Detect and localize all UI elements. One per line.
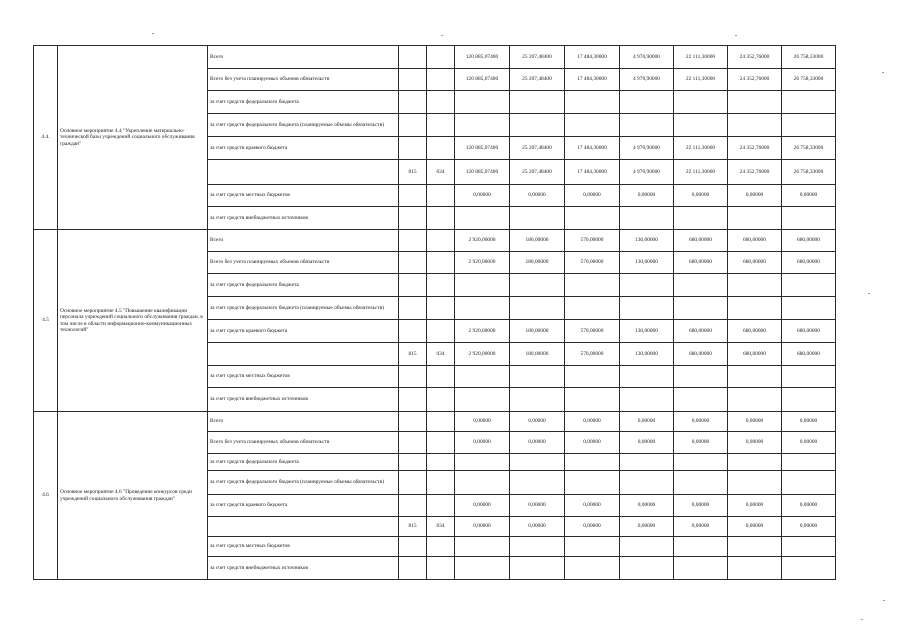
budget-code-cell: 034 (427, 160, 455, 185)
amount-cell: 4 970,90000 (620, 160, 674, 185)
amount-cell: 0,00000 (782, 432, 836, 454)
amount-cell: 680,00000 (782, 252, 836, 274)
amount-cell (455, 537, 510, 557)
budget-code-cell (399, 432, 427, 454)
amount-cell (455, 454, 510, 471)
amount-cell (455, 366, 510, 388)
budget-code-cell: 034 (427, 517, 455, 537)
amount-cell (565, 537, 620, 557)
amount-cell: 0,00000 (674, 517, 728, 537)
amount-cell: 0,00000 (782, 185, 836, 207)
budget-code-cell (427, 252, 455, 274)
budget-code-cell (399, 454, 427, 471)
amount-cell (510, 297, 565, 320)
amount-cell: 17 484,30000 (565, 69, 620, 91)
table-body (34, 46, 836, 580)
funding-source-cell: Всего (208, 230, 399, 252)
amount-cell (674, 274, 728, 297)
funding-source-cell: Всего без учета планируемых объемов обязательств (208, 252, 399, 274)
amount-cell (728, 388, 782, 412)
budget-code-cell (399, 114, 427, 137)
amount-cell: 180,00000 (510, 230, 565, 252)
amount-cell: 25 207,48400 (510, 46, 565, 69)
amount-cell: 0,00000 (455, 517, 510, 537)
amount-cell (565, 557, 620, 580)
budget-code-cell: 815 (399, 160, 427, 185)
budget-code-cell (399, 69, 427, 91)
budget-code-cell (399, 495, 427, 517)
amount-cell: 0,00000 (565, 185, 620, 207)
budget-code-cell (399, 412, 427, 432)
amount-cell: 0,00000 (510, 432, 565, 454)
amount-cell (455, 388, 510, 412)
amount-cell: 25 207,48400 (510, 69, 565, 91)
amount-cell: 2 920,00000 (455, 320, 510, 343)
amount-cell (728, 297, 782, 320)
budget-code-cell (427, 454, 455, 471)
amount-cell (728, 454, 782, 471)
amount-cell (728, 557, 782, 580)
amount-cell: 0,00000 (728, 517, 782, 537)
amount-cell: 0,00000 (620, 412, 674, 432)
amount-cell (728, 366, 782, 388)
amount-cell (782, 471, 836, 495)
amount-cell: 24 352,76000 (728, 46, 782, 69)
funding-source-cell: за счет средств федерального бюджета (планируемые объемы обязательств) (208, 297, 399, 320)
amount-cell: 0,00000 (674, 495, 728, 517)
funding-source-cell: за счет средств местных бюджетов (208, 185, 399, 207)
amount-cell (620, 207, 674, 230)
amount-cell: 0,00000 (620, 495, 674, 517)
amount-cell: 26 758,33000 (782, 69, 836, 91)
budget-code-cell (427, 432, 455, 454)
section-index: 4.5 (34, 230, 58, 412)
funding-source-cell: за счет средств краевого бюджета (208, 320, 399, 343)
amount-cell (620, 454, 674, 471)
amount-cell: 0,00000 (510, 495, 565, 517)
budget-code-cell (399, 91, 427, 114)
amount-cell (455, 91, 510, 114)
amount-cell: 0,00000 (510, 185, 565, 207)
amount-cell: 0,00000 (455, 432, 510, 454)
funding-source-cell: за счет средств внебюджетных источников (208, 388, 399, 412)
amount-cell: 22 111,30000 (674, 46, 728, 69)
amount-cell: 680,00000 (674, 252, 728, 274)
section-index: 4.4. (34, 46, 58, 230)
amount-cell (565, 366, 620, 388)
amount-cell: 0,00000 (565, 517, 620, 537)
amount-cell (674, 366, 728, 388)
amount-cell (510, 557, 565, 580)
budget-code-cell (399, 137, 427, 160)
amount-cell (565, 207, 620, 230)
amount-cell (620, 388, 674, 412)
amount-cell: 0,00000 (510, 412, 565, 432)
amount-cell (620, 274, 674, 297)
amount-cell (674, 207, 728, 230)
amount-cell: 0,00000 (728, 495, 782, 517)
amount-cell: 24 352,76000 (728, 137, 782, 160)
amount-cell: 0,00000 (455, 495, 510, 517)
table-row (34, 46, 836, 69)
amount-cell: 130,00000 (620, 252, 674, 274)
budget-code-cell (427, 207, 455, 230)
amount-cell (728, 91, 782, 114)
amount-cell: 0,00000 (674, 185, 728, 207)
amount-cell: 0,00000 (565, 495, 620, 517)
budget-code-cell (427, 69, 455, 91)
amount-cell: 0,00000 (455, 185, 510, 207)
amount-cell: 680,00000 (728, 343, 782, 366)
amount-cell (510, 366, 565, 388)
amount-cell (782, 454, 836, 471)
amount-cell (674, 388, 728, 412)
scan-speck (735, 35, 737, 36)
amount-cell: 0,00000 (728, 185, 782, 207)
amount-cell (565, 274, 620, 297)
amount-cell: 570,00000 (565, 230, 620, 252)
amount-cell (782, 274, 836, 297)
amount-cell: 570,00000 (565, 343, 620, 366)
amount-cell: 0,00000 (728, 412, 782, 432)
amount-cell: 4 970,90000 (620, 69, 674, 91)
funding-source-cell: за счет средств федерального бюджета (208, 91, 399, 114)
amount-cell: 22 111,30000 (674, 137, 728, 160)
amount-cell: 0,00000 (565, 432, 620, 454)
amount-cell: 680,00000 (782, 320, 836, 343)
amount-cell (728, 471, 782, 495)
budget-code-cell (399, 297, 427, 320)
amount-cell: 130,00000 (620, 230, 674, 252)
funding-source-cell: за счет средств федерального бюджета (планируемые объемы обязательств) (208, 471, 399, 495)
amount-cell: 22 111,30000 (674, 160, 728, 185)
funding-source-cell: за счет средств местных бюджетов (208, 366, 399, 388)
amount-cell: 680,00000 (728, 320, 782, 343)
budget-code-cell (399, 471, 427, 495)
budget-code-cell: 815 (399, 517, 427, 537)
amount-cell: 570,00000 (565, 252, 620, 274)
amount-cell (455, 274, 510, 297)
amount-cell: 0,00000 (510, 517, 565, 537)
budget-code-cell: 815 (399, 343, 427, 366)
budget-code-cell (427, 91, 455, 114)
amount-cell (728, 207, 782, 230)
amount-cell: 25 207,48400 (510, 160, 565, 185)
amount-cell: 0,00000 (782, 517, 836, 537)
amount-cell: 180,00000 (510, 320, 565, 343)
amount-cell (565, 471, 620, 495)
amount-cell (510, 207, 565, 230)
amount-cell (455, 114, 510, 137)
funding-source-cell: Всего без учета планируемых объемов обязательств (208, 432, 399, 454)
budget-code-cell (427, 412, 455, 432)
amount-cell (620, 471, 674, 495)
amount-cell: 680,00000 (782, 343, 836, 366)
amount-cell (455, 557, 510, 580)
budget-code-cell (427, 274, 455, 297)
section-title: Основное мероприятие 4.5 "Повышение квалификации персонала учреждений социального обслуживания граждан, в том числе в области информационно-коммуникационных технологий" (58, 230, 208, 412)
amount-cell: 0,00000 (674, 432, 728, 454)
amount-cell: 120 885,07400 (455, 160, 510, 185)
budget-code-cell (427, 46, 455, 69)
budget-code-cell (399, 185, 427, 207)
amount-cell: 17 484,30000 (565, 46, 620, 69)
scan-speck (882, 72, 884, 73)
amount-cell (674, 557, 728, 580)
amount-cell (565, 454, 620, 471)
amount-cell (620, 297, 674, 320)
funding-source-cell: Всего (208, 412, 399, 432)
amount-cell: 2 920,00000 (455, 252, 510, 274)
amount-cell: 17 484,30000 (565, 160, 620, 185)
amount-cell (620, 537, 674, 557)
amount-cell (455, 207, 510, 230)
amount-cell: 680,00000 (674, 343, 728, 366)
section-title: Основное мероприятие 4.4 "Укрепление материально-технической базы учреждений социального обслуживания граждан" (58, 46, 208, 230)
amount-cell: 26 758,33000 (782, 46, 836, 69)
budget-table (33, 45, 836, 580)
funding-source-cell: за счет средств федерального бюджета (208, 454, 399, 471)
amount-cell (782, 366, 836, 388)
amount-cell (674, 471, 728, 495)
budget-sheet (33, 45, 836, 580)
funding-source-cell: Всего (208, 46, 399, 69)
funding-source-cell: Всего без учета планируемых объемов обязательств (208, 69, 399, 91)
amount-cell: 180,00000 (510, 343, 565, 366)
budget-code-cell (399, 230, 427, 252)
amount-cell (620, 366, 674, 388)
scan-speck (152, 33, 154, 34)
funding-source-cell: за счет средств федерального бюджета (208, 274, 399, 297)
amount-cell (510, 388, 565, 412)
budget-code-cell (427, 137, 455, 160)
amount-cell (782, 388, 836, 412)
amount-cell (728, 114, 782, 137)
amount-cell: 120 885,07400 (455, 137, 510, 160)
funding-source-cell: за счет средств краевого бюджета (208, 137, 399, 160)
amount-cell (674, 454, 728, 471)
amount-cell (620, 91, 674, 114)
amount-cell: 24 352,76000 (728, 69, 782, 91)
amount-cell (728, 537, 782, 557)
budget-code-cell (427, 557, 455, 580)
amount-cell (674, 537, 728, 557)
amount-cell (510, 91, 565, 114)
table-row (34, 230, 836, 252)
amount-cell: 680,00000 (728, 252, 782, 274)
amount-cell (565, 388, 620, 412)
budget-code-cell (399, 207, 427, 230)
section-index: 4.6 (34, 412, 58, 580)
amount-cell: 680,00000 (728, 230, 782, 252)
amount-cell (782, 207, 836, 230)
amount-cell: 0,00000 (620, 185, 674, 207)
amount-cell (565, 114, 620, 137)
amount-cell: 570,00000 (565, 320, 620, 343)
amount-cell: 2 920,00000 (455, 343, 510, 366)
amount-cell: 180,00000 (510, 252, 565, 274)
budget-code-cell: 034 (427, 343, 455, 366)
budget-code-cell (427, 495, 455, 517)
budget-code-cell (427, 388, 455, 412)
budget-code-cell (399, 388, 427, 412)
amount-cell: 130,00000 (620, 343, 674, 366)
amount-cell: 25 207,48400 (510, 137, 565, 160)
amount-cell (782, 91, 836, 114)
amount-cell: 130,00000 (620, 320, 674, 343)
budget-code-cell (427, 297, 455, 320)
funding-source-cell (208, 517, 399, 537)
amount-cell: 24 352,76000 (728, 160, 782, 185)
amount-cell (620, 557, 674, 580)
amount-cell (728, 274, 782, 297)
funding-source-cell: за счет средств федерального бюджета (планируемые объемы обязательств) (208, 114, 399, 137)
budget-code-cell (427, 471, 455, 495)
budget-code-cell (427, 114, 455, 137)
table-row (34, 412, 836, 432)
funding-source-cell: за счет средств внебюджетных источников (208, 207, 399, 230)
amount-cell: 0,00000 (782, 412, 836, 432)
amount-cell (674, 114, 728, 137)
funding-source-cell: за счет средств краевого бюджета (208, 495, 399, 517)
budget-code-cell (427, 230, 455, 252)
budget-code-cell (427, 366, 455, 388)
amount-cell (455, 297, 510, 320)
section-title: Основное мероприятие 4.6 "Проведение конкурсов среди учреждений социального обслуживания граждан" (58, 412, 208, 580)
amount-cell (674, 91, 728, 114)
amount-cell (510, 274, 565, 297)
amount-cell: 680,00000 (782, 230, 836, 252)
amount-cell: 4 970,90000 (620, 46, 674, 69)
budget-code-cell (399, 252, 427, 274)
amount-cell (455, 471, 510, 495)
amount-cell: 0,00000 (565, 412, 620, 432)
budget-code-cell (399, 557, 427, 580)
scan-speck (861, 619, 863, 620)
funding-source-cell (208, 160, 399, 185)
amount-cell (782, 537, 836, 557)
budget-code-cell (399, 366, 427, 388)
amount-cell: 0,00000 (620, 432, 674, 454)
amount-cell (620, 114, 674, 137)
scan-speck (883, 600, 885, 601)
budget-code-cell (427, 185, 455, 207)
funding-source-cell: за счет средств местных бюджетов (208, 537, 399, 557)
budget-code-cell (427, 537, 455, 557)
amount-cell: 0,00000 (455, 412, 510, 432)
amount-cell: 26 758,33000 (782, 160, 836, 185)
budget-code-cell (399, 46, 427, 69)
amount-cell (565, 297, 620, 320)
amount-cell (782, 557, 836, 580)
budget-code-cell (399, 320, 427, 343)
budget-code-cell (427, 320, 455, 343)
budget-code-cell (399, 274, 427, 297)
funding-source-cell (208, 343, 399, 366)
amount-cell (674, 297, 728, 320)
amount-cell (565, 91, 620, 114)
amount-cell (510, 537, 565, 557)
amount-cell: 680,00000 (674, 320, 728, 343)
amount-cell: 17 484,30000 (565, 137, 620, 160)
amount-cell: 2 920,00000 (455, 230, 510, 252)
amount-cell: 0,00000 (674, 412, 728, 432)
amount-cell: 0,00000 (728, 432, 782, 454)
funding-source-cell: за счет средств внебюджетных источников (208, 557, 399, 580)
amount-cell: 0,00000 (782, 495, 836, 517)
amount-cell (510, 114, 565, 137)
amount-cell: 120 885,07400 (455, 69, 510, 91)
amount-cell: 680,00000 (674, 230, 728, 252)
amount-cell: 4 970,90000 (620, 137, 674, 160)
amount-cell (510, 454, 565, 471)
amount-cell (782, 297, 836, 320)
amount-cell: 0,00000 (620, 517, 674, 537)
amount-cell (782, 114, 836, 137)
amount-cell: 22 111,30000 (674, 69, 728, 91)
amount-cell (510, 471, 565, 495)
amount-cell: 26 758,33000 (782, 137, 836, 160)
scan-speck (868, 293, 870, 294)
amount-cell: 120 885,07400 (455, 46, 510, 69)
scan-speck (441, 35, 443, 36)
budget-code-cell (399, 537, 427, 557)
